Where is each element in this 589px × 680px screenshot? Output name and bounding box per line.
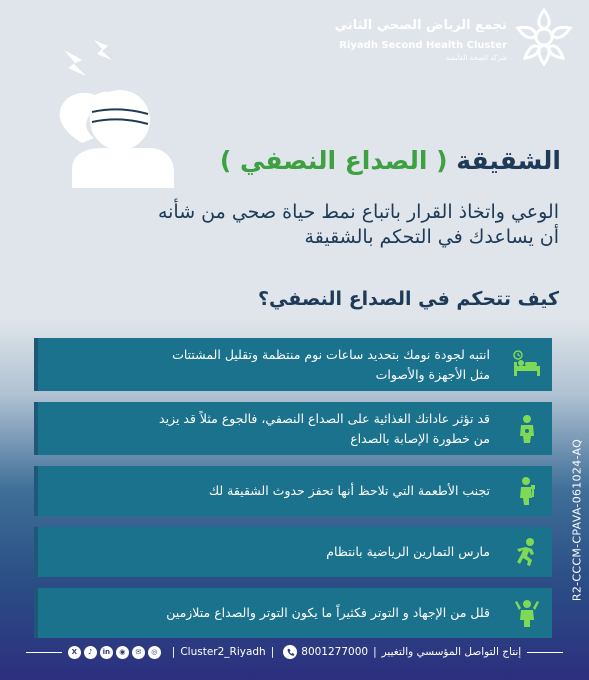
- org-name-english: Riyadh Second Health Cluster: [339, 40, 507, 51]
- tip-item: [34, 588, 552, 638]
- stress-icon: [512, 598, 542, 628]
- snapchat-icon[interactable]: ◉: [116, 646, 129, 659]
- section-question: كيف تتحكم في الصداع النصفي؟: [258, 288, 559, 310]
- phone-icon: [283, 645, 297, 659]
- title-highlight: ( الصداع النصفي ): [219, 146, 448, 175]
- document-code: R2-CCCM-CPAVA-061024-AQ: [570, 438, 584, 602]
- footer-phone: 8001277000: [301, 646, 369, 658]
- tip-line: مارس التمارين الرياضية بانتظام: [326, 544, 490, 559]
- food-avoid-icon: [512, 476, 542, 506]
- email-icon[interactable]: ✉: [132, 646, 145, 659]
- tip-item: [34, 527, 552, 577]
- intro-line-1: الوعي واتخاذ القرار باتباع نمط حياة صحي من شأنه: [157, 201, 559, 223]
- title-main: الشقيقة: [447, 146, 561, 175]
- org-subtitle: شركة الصحة القابضة: [445, 54, 507, 62]
- tip-item: [34, 466, 552, 516]
- footer-divider: [26, 652, 62, 653]
- tip-line: من خطورة الإصابة بالصداع: [350, 430, 490, 446]
- headache-person-icon: [42, 38, 174, 188]
- page-title: [220, 146, 561, 175]
- tip-line: قلل من الإجهاد و التوتر فكثيراً ما يكون التوتر والصداع متلازمين: [166, 605, 490, 620]
- hungry-person-icon: [512, 414, 542, 444]
- tips-list: [34, 338, 552, 649]
- footer: X ♪ in ◉ ✉ ◎ | Cluster2_Riyadh | 8001277000 | إنتاج التواصل المؤسسي والتغيير: [0, 640, 589, 664]
- tip-line: مثل الأجهزة والأصوات: [375, 366, 490, 382]
- tip-line: انتبه لجودة نومك بتحديد ساعات نوم منتظمة وتقليل المشتتات: [172, 346, 490, 362]
- org-name-arabic: تجمع الرياض الصحي الثاني: [334, 18, 507, 33]
- footer-handle: Cluster2_Riyadh: [180, 646, 266, 658]
- cluster-logo-icon: [513, 6, 575, 68]
- tip-item: [34, 402, 552, 455]
- instagram-icon[interactable]: ◎: [148, 646, 161, 659]
- social-icons: [68, 646, 161, 659]
- tip-line: تجنب الأطعمة التي تلاحظ أنها تحفز حدوث الشقيقة لك: [208, 483, 490, 498]
- intro-line-2: أن يساعدك في التحكم بالشقيقة: [304, 226, 559, 248]
- tip-item: [34, 338, 552, 391]
- tiktok-icon[interactable]: ♪: [84, 646, 97, 659]
- exercise-icon: [512, 537, 542, 567]
- tip-line: قد تؤثر عاداتك الغذائية على الصداع النصفي، فالجوع مثلاً قد يزيد: [159, 410, 490, 426]
- x-icon[interactable]: X: [68, 646, 81, 659]
- footer-divider: [527, 652, 563, 653]
- intro-text: [89, 200, 559, 250]
- linkedin-icon[interactable]: in: [100, 646, 113, 659]
- footer-producer: إنتاج التواصل المؤسسي والتغيير: [381, 646, 522, 658]
- sleep-icon: [512, 350, 542, 380]
